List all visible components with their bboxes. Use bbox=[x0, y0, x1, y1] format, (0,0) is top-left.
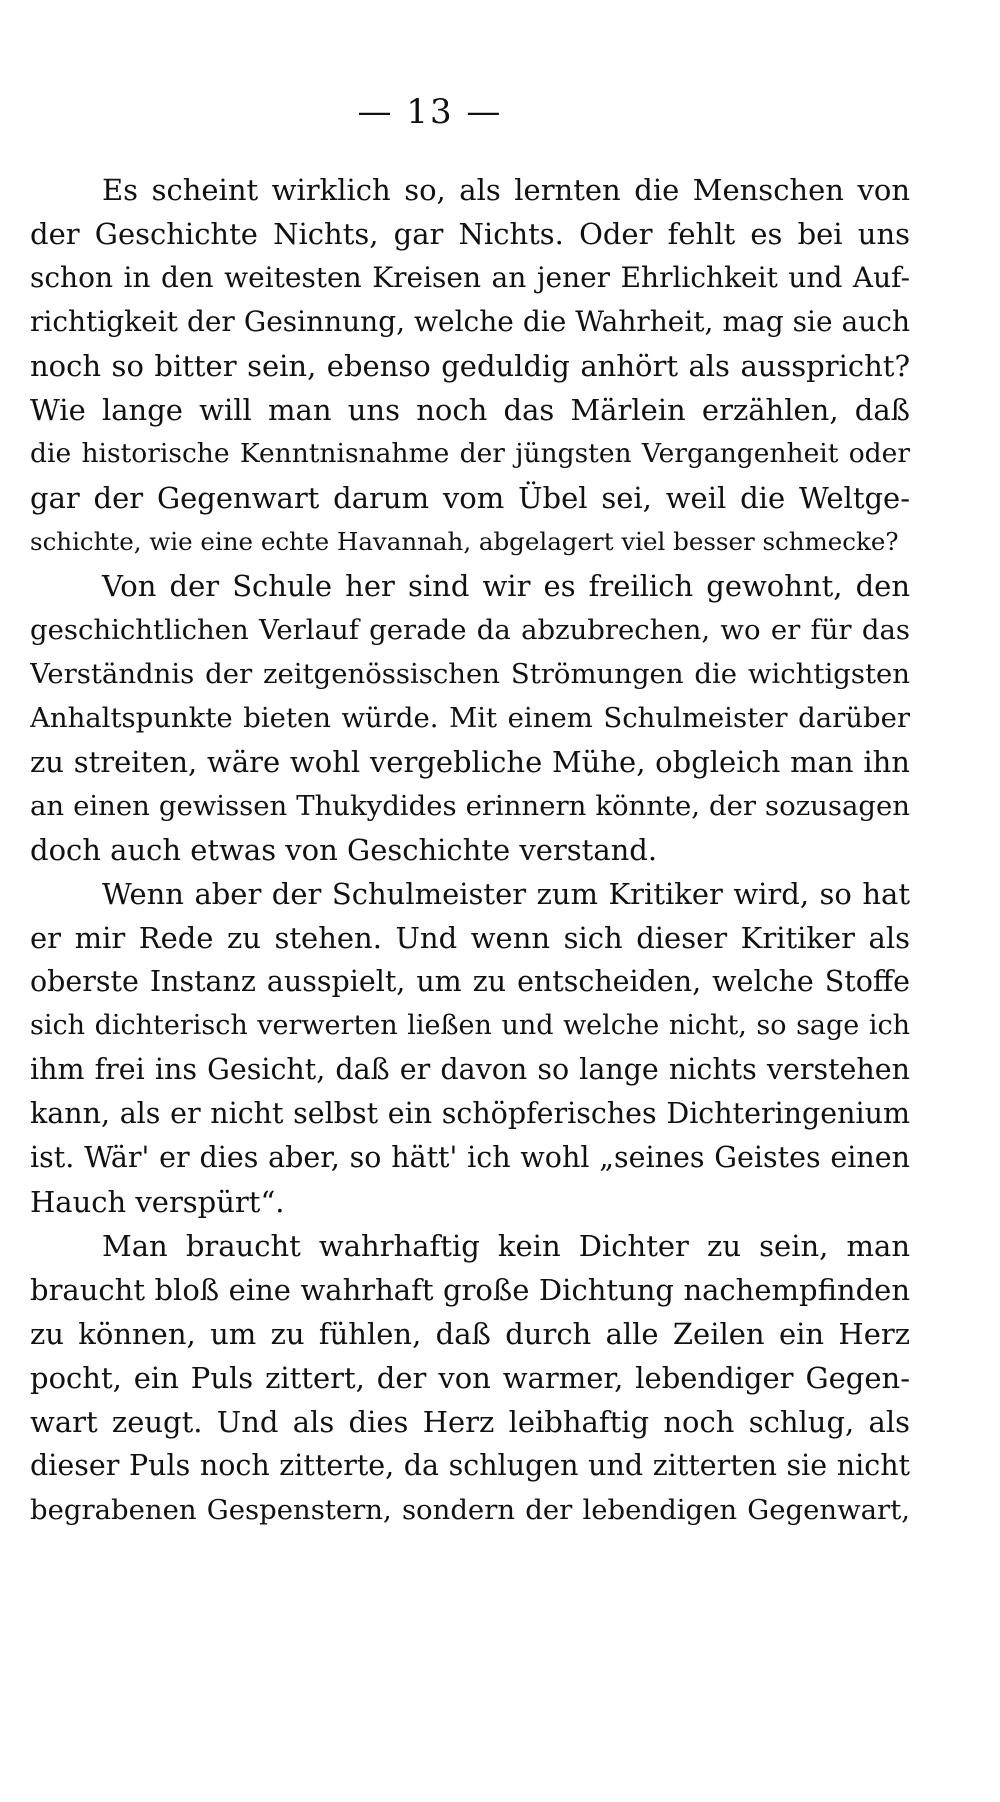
text-line: geschichtlichen Verlauf gerade da abzubrechen, wo er für das bbox=[30, 614, 910, 646]
text-line: Hauch verspürt“. bbox=[30, 1185, 285, 1219]
text-line: oberste Instanz ausspielt, um zu entscheiden, welche Stoffe bbox=[30, 965, 910, 998]
paragraph bbox=[30, 872, 910, 1224]
text-line: doch auch etwas von Geschichte verstand. bbox=[30, 833, 658, 867]
text-line: er mir Rede zu stehen. Und wenn sich dieser Kritiker als bbox=[30, 921, 910, 955]
text-line: schon in den weitesten Kreisen an jener Ehrlichkeit und Auf- bbox=[30, 261, 910, 294]
text-line: die historische Kenntnisnahme der jüngsten Vergangenheit oder bbox=[30, 438, 910, 469]
text-line: kann, als er nicht selbst ein schöpferisches Dichteringenium bbox=[30, 1097, 910, 1130]
text-line: Verständnis der zeitgenössischen Strömungen die wichtigsten bbox=[30, 658, 910, 690]
text-line: zu können, um zu fühlen, daß durch alle Zeilen ein Herz bbox=[30, 1317, 910, 1351]
text-line: dieser Puls noch zitterte, da schlugen und zitterten sie nicht bbox=[30, 1449, 910, 1482]
page-number: — 13 — bbox=[357, 92, 503, 132]
text-line: Man braucht wahrhaftig kein Dichter zu sein, man bbox=[102, 1229, 910, 1263]
text-line: gar der Gegenwart darum vom Übel sei, weil die Weltge- bbox=[30, 481, 910, 515]
text-line: wart zeugt. Und als dies Herz leibhaftig noch schlug, als bbox=[30, 1405, 910, 1439]
text-line: Wenn aber der Schulmeister zum Kritiker wird, so hat bbox=[102, 877, 910, 911]
text-line: Wie lange will man uns noch das Märlein erzählen, daß bbox=[30, 393, 910, 427]
text-line: zu streiten, wäre wohl vergebliche Mühe, obgleich man ihn bbox=[30, 745, 910, 779]
text-line: Es scheint wirklich so, als lernten die Menschen von bbox=[102, 173, 910, 207]
text-line: richtigkeit der Gesinnung, welche die Wahrheit, mag sie auch bbox=[30, 305, 910, 338]
text-line: braucht bloß eine wahrhaft große Dichtung nachempfinden bbox=[30, 1273, 910, 1307]
paragraph bbox=[30, 168, 910, 564]
text-line: ist. Wär' er dies aber, so hätt' ich wohl „seines Geistes einen bbox=[30, 1141, 910, 1174]
text-line: der Geschichte Nichts, gar Nichts. Oder fehlt es bei uns bbox=[30, 217, 910, 251]
text-line: Von der Schule her sind wir es freilich gewohnt, den bbox=[102, 569, 910, 603]
body-text bbox=[30, 168, 910, 1532]
text-line: pocht, ein Puls zittert, der von warmer, lebendiger Gegen- bbox=[30, 1361, 910, 1395]
paragraph bbox=[30, 564, 910, 872]
text-line: sich dichterisch verwerten ließen und welche nicht, so sage ich bbox=[30, 1010, 910, 1041]
text-line: schichte, wie eine echte Havannah, abgelagert viel besser schmecke? bbox=[30, 527, 899, 556]
text-line: begrabenen Gespenstern, sondern der lebendigen Gegenwart, bbox=[30, 1494, 910, 1526]
text-line: Anhaltspunkte bieten würde. Mit einem Schulmeister darüber bbox=[30, 702, 910, 734]
text-line: ihm frei ins Gesicht, daß er davon so lange nichts verstehen bbox=[30, 1053, 910, 1086]
text-line: an einen gewissen Thukydides erinnern könnte, der sozusagen bbox=[30, 790, 910, 822]
text-line: noch so bitter sein, ebenso geduldig anhört als ausspricht? bbox=[30, 349, 910, 383]
paragraph bbox=[30, 1224, 910, 1532]
